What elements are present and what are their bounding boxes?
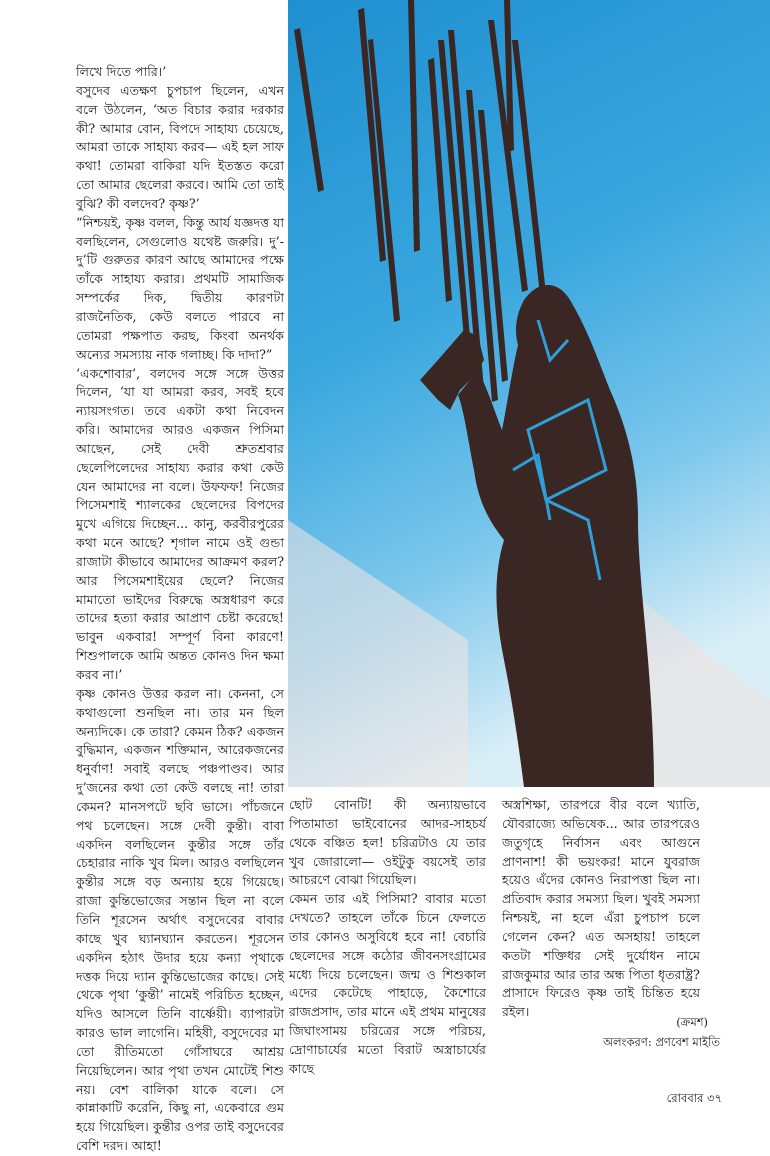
page-footer: রোববার ৩৭	[666, 1091, 722, 1105]
article-column-right: অস্ত্রশিক্ষা, তারপরে বীর বলে খ্যাতি, যৌবরাজ্যে অভিষেক... আর তারপরেও জতুগৃহে নির্বাসন এবং আগুনে প্রাণনাশ! কী ভয়ংকর! মানে যুবরাজ হয়েও এঁদের কোনও নিরাপত্তা ছিল না। প্রতিবাদ করার সমস্যা ছিল। খুবই সমস্যা নিশ্চয়ই, না হলে এঁরা চুপচাপ চলে গেলেন কেন? এত অসহায়! তাহলে কতটা শক্তিধর সেই দুর্যোধন নামে রাজকুমার আর তার অন্ধ পিতা ধৃতরাষ্ট্র? প্রাসাদে ফিরেও কৃষ্ণ তাই চিন্তিত হয়ে রইল।	[502, 797, 700, 1020]
article-column-left: লিখে দিতে পারি।’ বসুদেব এতক্ষণ চুপচাপ ছিলেন, এখন বলে উঠলেন, ‘অত বিচার করার দরকার কী? আমার বোন, বিপদে সাহায্য চেয়েছে, আমরা তাকে সাহায্য করব— এই হল সাফ কথা! তোমরা বাকিরা যদি ইতস্তত করো তো আমার ছেলেরা করবে। আমি তো তাই বুঝি? কী বলদেব? কৃষ্ণ?’ “নিশ্চয়ই, কৃষ্ণ বলল, কিন্তু আর্য যজ্ঞদত্ত যা বলছিলেন, সেগুলোও যথেষ্ট জরুরি। দু’-দু’টি গুরুতর কারণ আছে আমাদের পক্ষে তাঁকে সাহায্য করার। প্রথমটি সামাজিক সম্পর্কের দিক, দ্বিতীয় কারণটা রাজনৈতিক, কেউ বলতে পারবে না তোমরা পক্ষপাত করছ, কিংবা অনর্থক অন্যের সমস্যায় নাক গলাচ্ছ। কি দাদা?” ‘একশোবার’, বলদেব সঙ্গে সঙ্গে উত্তর দিলেন, ‘যা যা আমরা করব, সবই হবে ন্যায়সংগত। তবে একটা কথা নিবেদন করি। আমাদের আরও একজন পিসিমা আছেন, সেই দেবী শ্রুতশ্রবার ছেলেপিলেদের সাহায্য করার কথা কেউ যেন আমাদের না বলে। উফফফ! নিজের পিসেমশাই শ্যালকের ছেলেদের বিপদের মুখে এগিয়ে দিচ্ছেন... কানু, করবীরপুরের কথা মনে আছে? শৃগাল নামে ওই গুন্ডা রাজাটা কীভাবে আমাদের আক্রমণ করল? আর পিসেমশাইয়ের ছেলে? নিজের মামাতো ভাইদের বিরুদ্ধে অস্ত্রধারণ করে তাদের হত্যা করার আপ্রাণ চেষ্টা করেছে! ভাবুন একবার! সম্পূর্ণ বিনা কারণে! শিশুপালকে আমি অন্তত কোনও দিন ক্ষমা করব না।’ কৃষ্ণ কোনও উত্তর করল না। কেননা, সে কথাগুলো শুনছিল না। তার মন ছিল অন্যদিকে। কে তারা? কেমন ঠিক? একজন বুদ্ধিমান, একজন শক্তিমান, আরেকজনের ধনুর্বাণ! সবাই বলছে পঞ্চপাণ্ডব। আর দু’জনের কথা তো কেউ বলছে না! তারা কেমন? মানসপটে ছবি ভাসে। পাঁচজনে পথ চলেছেন। সঙ্গে দেবী কুন্তী। বাবা একদিন বলছিলেন কুন্তীর সঙ্গে তাঁর চেহারার নাকি খুব মিল। আরও বলছিলেন কুন্তীর সঙ্গে বড় অন্যায় হয়ে গিয়েছে। রাজা কুন্তিভোজের সন্তান ছিল না বলে তিনি শূরসেন অর্থাৎ বসুদেবের বাবার কাছে খুব ঘ্যানঘ্যান করতেন। শূরসেন একদিন হঠাৎ উদার হয়ে কন্যা পৃথাকে দত্তক দিয়ে দ্যান কুন্তিভোজের কাছে। সেই থেকে পৃথা ‘কুন্তী’ নামেই পরিচিত হচ্ছেন, যদিও আসলে তিনি বার্ষ্ণেয়ী। ব্যাপারটা কারও ভাল লাগেনি। মহিষী, বসুদেবের মা তো রীতিমতো গোঁসাঘরে আশ্রয় নিয়েছিলেন। আর পৃথা তখন মোটেই শিশু নয়। বেশ বালিকা যাকে বলে। সে কান্নাকাটি করেনি, কিছু না, একেবারে গুম হয়ে গিয়েছিল। কুন্তীর ওপর তাই বসুদেবের বেশি দরদ। আহা!	[76, 64, 284, 1154]
continued-note: (ক্রমশ)	[676, 1015, 708, 1029]
illustration-credit: অলংকরণ: প্রণবেশ মাইতি	[603, 1035, 720, 1049]
article-column-middle: ছোট বোনটি! কী অন্যায়ভাবে পিতামাতা ভাইবোনের আদর-সাহচর্য থেকে বঞ্চিত হল! চরিত্রটাও যে তার খুব জোরালো— ওইটুকু বয়সেই তার আচরণে বোঝা গিয়েছিল। কেমন তার এই পিসিমা? বাবার মতো দেখতে? তাহলে তাঁকে চিনে ফেলতে তার কোনও অসুবিধে হবে না! বেচারি ছেলেদের সঙ্গে কঠোর জীবনসংগ্রামের মধ্যে দিয়ে চলেছেন। জন্ম ও শিশুকাল এদের কেটেছে পাহাড়ে, কৈশোরে রাজপ্রসাদ, তার মানে এই প্রথম মানুষের জিঘাংসাময় চরিত্রের সঙ্গে পরিচয়, দ্রোণাচার্যের মতো বিরাট অস্ত্রাচার্যের কাছে	[289, 797, 486, 1076]
papercut-figure-reaching-arrows-icon	[288, 0, 770, 787]
